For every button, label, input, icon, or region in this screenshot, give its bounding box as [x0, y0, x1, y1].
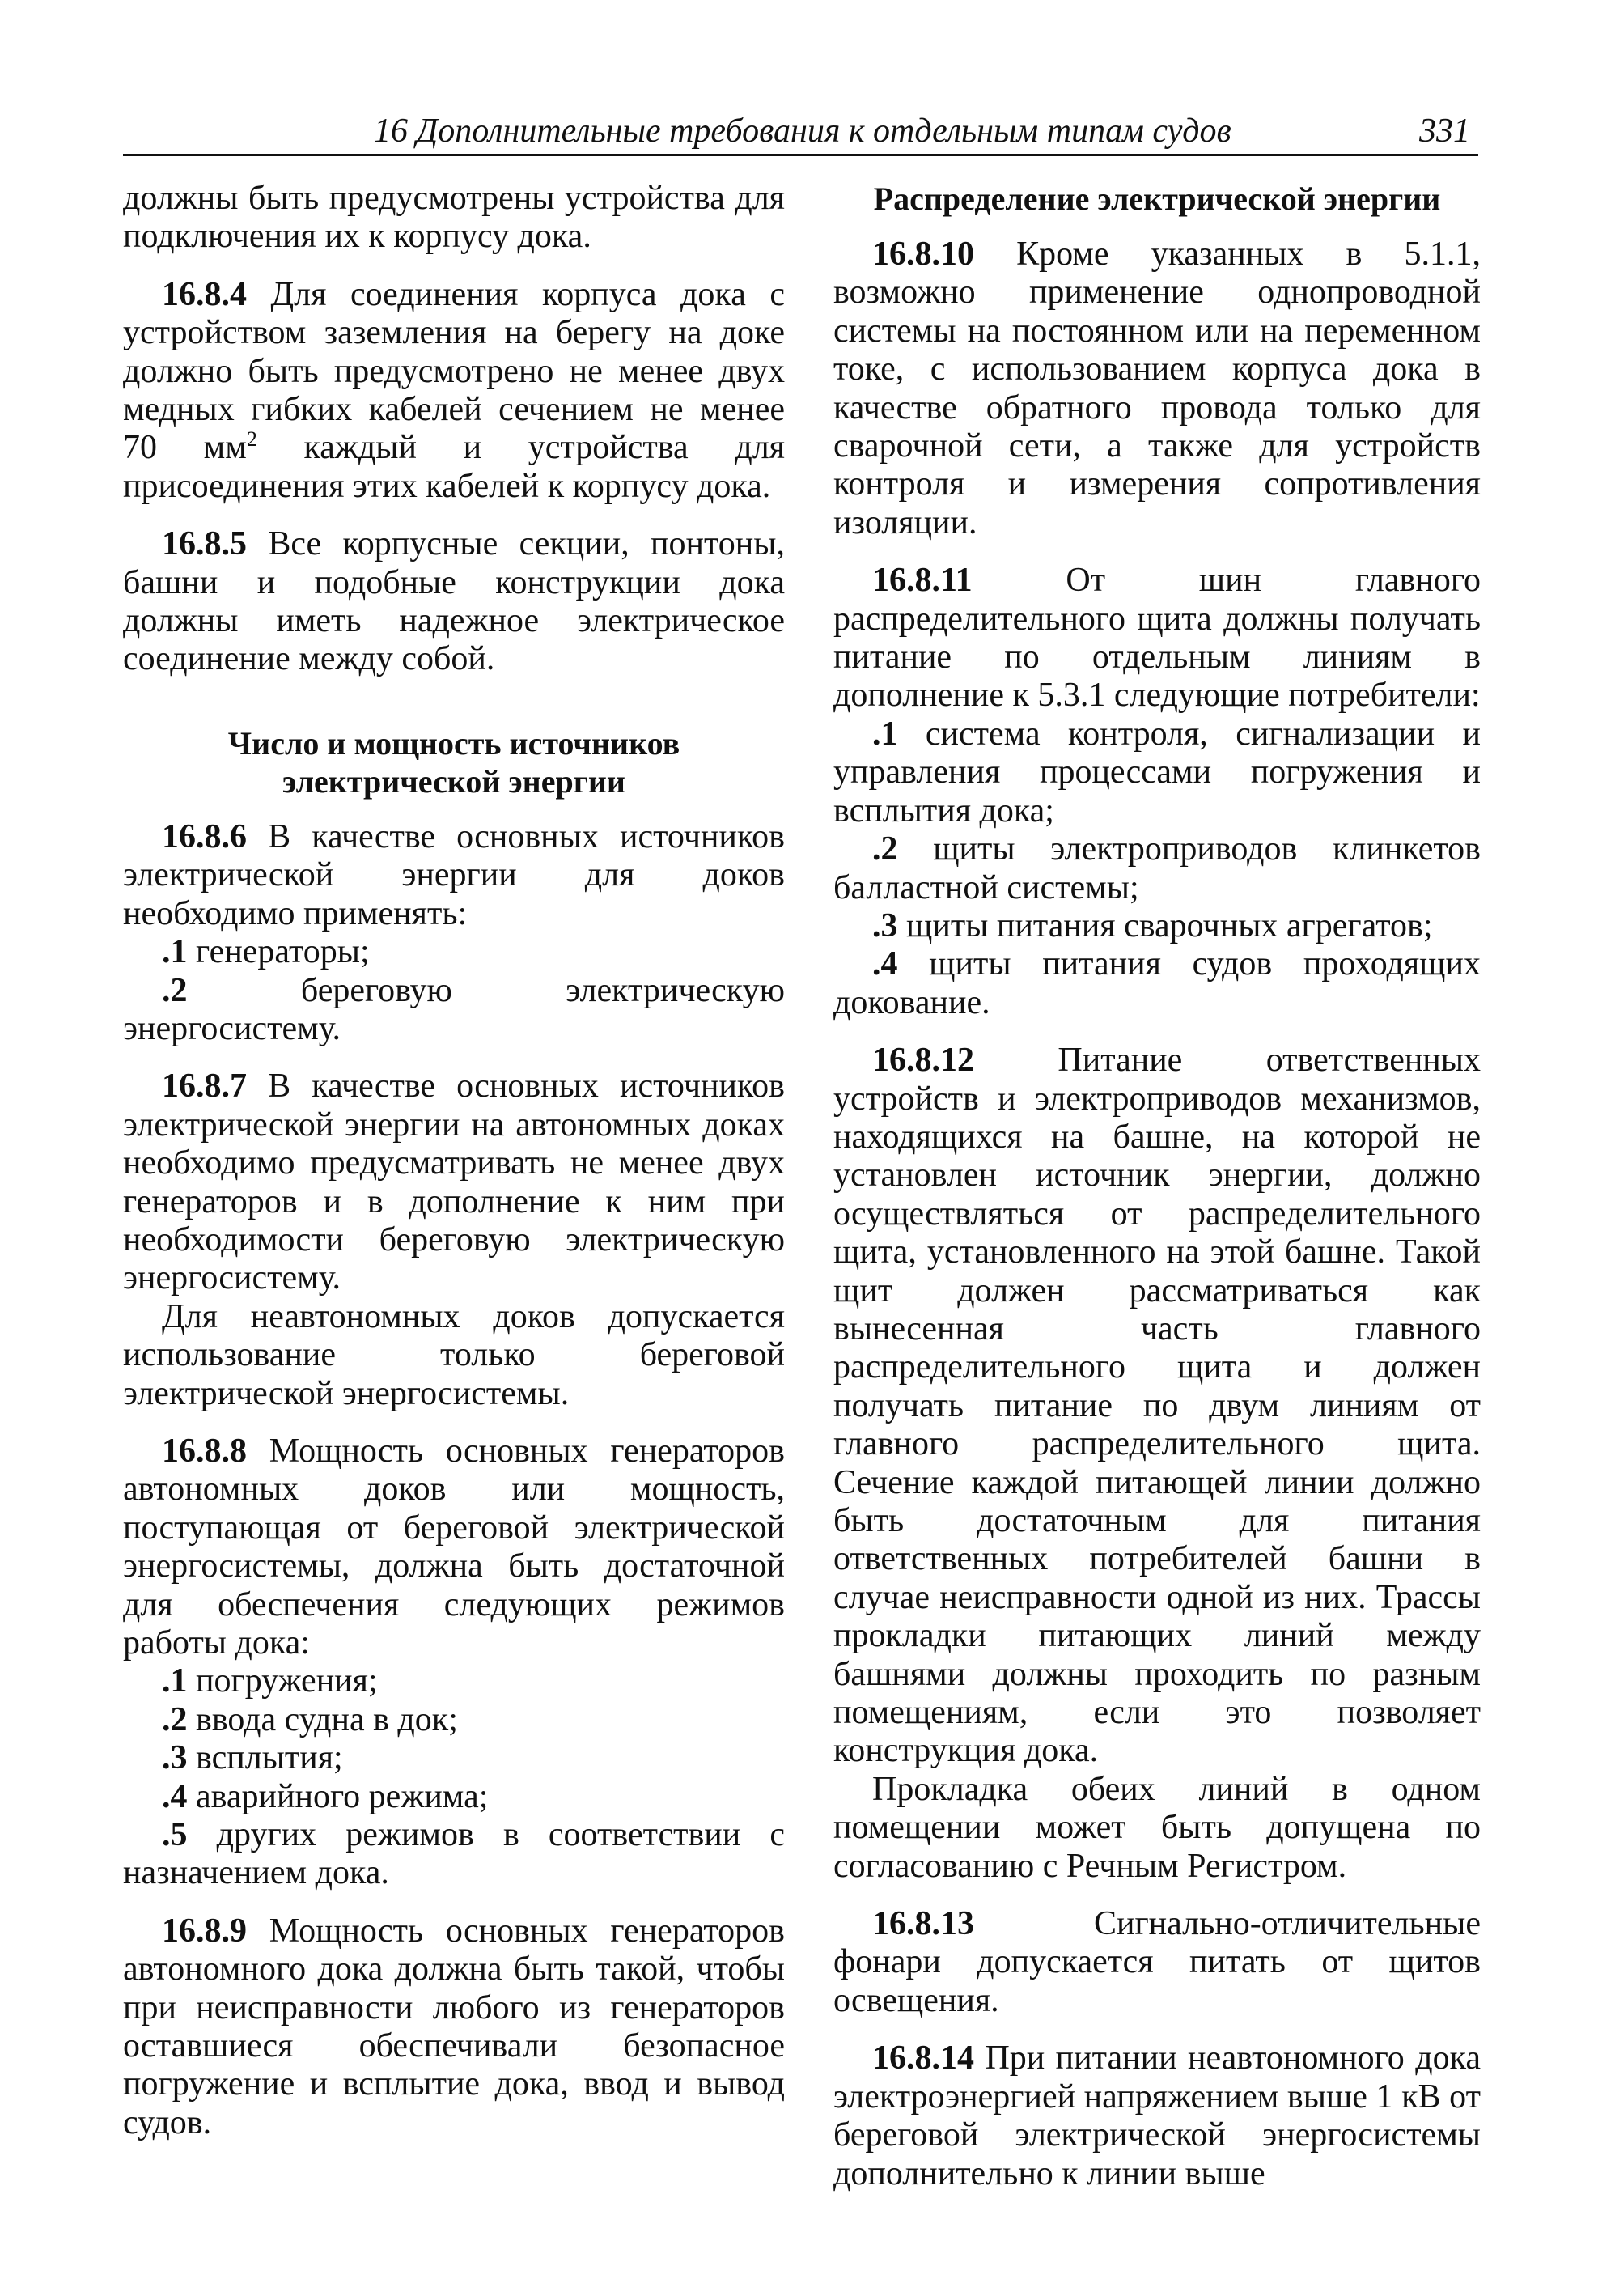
clause-text: В качестве основных источников электрической энергии для доков необходимо применять: — [123, 817, 786, 932]
item-number: .4 — [872, 945, 898, 983]
clause-text: Сигнально-отличительные фонари допускается питать от щитов освещения. — [833, 1905, 1481, 2019]
paragraph: Прокладка обеих линий в одном помещении может быть допущена по согласованию с Речным Регистром. — [833, 1770, 1481, 1885]
item-text: щиты электроприводов клинкетов балластной системы; — [833, 830, 1481, 906]
clause-16-8-11 — [833, 562, 1481, 715]
list-item — [123, 1816, 785, 1893]
right-column — [833, 180, 1481, 2213]
clause-number: 16.8.10 — [872, 236, 974, 273]
list-item — [833, 907, 1481, 945]
item-text: щиты питания сварочных агрегатов; — [906, 906, 1433, 944]
item-text: других режимов в соответствии с назначением дока. — [123, 1816, 786, 1892]
item-number: .5 — [162, 1816, 188, 1854]
item-text: щиты питания судов проходящих докование. — [833, 945, 1481, 1021]
clause-text: В качестве основных источников электрической энергии на автономных доках необходимо предусматривать не менее двух генераторов и в дополнение к ним при необходимости береговую электрическую энергосистему. — [123, 1067, 786, 1297]
clause-number: 16.8.9 — [162, 1912, 247, 1950]
item-number: .2 — [162, 971, 188, 1009]
paragraph: должны быть предусмотрены устройства для подключения их к корпусу дока. — [123, 180, 785, 256]
item-text: погружения; — [196, 1662, 378, 1700]
clause-number: 16.8.5 — [162, 525, 247, 563]
item-number: .3 — [872, 906, 898, 944]
clause-number: 16.8.13 — [872, 1905, 974, 1943]
clause-text: Мощность основных генераторов автономного дока должна быть такой, чтобы при неисправности любого из генераторов оставшиеся обеспечивали безопасное погружение и всплытие дока, ввод и вывод судов. — [123, 1912, 786, 2141]
clause-number: 16.8.11 — [872, 562, 973, 600]
clause-text: Кроме указанных в 5.1.1, возможно применение однопроводной системы на постоянном или на переменном токе, с использованием корпуса дока в качестве обратного провода только для сварочной сети, а также для устройств контроля и измерения сопротивления изоляции. — [833, 236, 1481, 541]
clause-16-8-6 — [123, 818, 785, 933]
list-item — [123, 1701, 785, 1739]
clause-number: 16.8.4 — [162, 275, 247, 313]
list-item — [123, 933, 785, 971]
clause-text-cont: каждый и устройства для присоединения этих кабелей к корпусу дока. — [123, 429, 785, 505]
clause-16-8-13 — [833, 1905, 1481, 2020]
clause-number: 16.8.7 — [162, 1067, 247, 1106]
superscript: 2 — [246, 427, 257, 452]
clause-16-8-8 — [123, 1432, 785, 1662]
clause-text: От шин главного распределительного щита должны получать питание по отдельным линиям в дополнение к 5.3.1 следующие потребители: — [833, 562, 1481, 715]
clause-number: 16.8.6 — [162, 817, 247, 855]
item-number: .2 — [872, 830, 898, 868]
item-number: .1 — [872, 715, 898, 753]
item-text: аварийного режима; — [196, 1777, 489, 1815]
clause-number: 16.8.14 — [872, 2039, 974, 2077]
clause-16-8-9 — [123, 1912, 785, 2142]
clause-text: Для соединения корпуса дока с устройством заземления на берегу на доке должно быть предусмотрено не менее двух медных гибких кабелей сечением не менее 70 мм — [123, 275, 786, 467]
chapter-title: 16 Дополнительные требования к отдельным типам судов — [374, 112, 1231, 150]
item-text: система контроля, сигнализации и управления процессами погружения и всплытия дока; — [833, 715, 1481, 830]
item-number: .4 — [162, 1777, 188, 1815]
running-header — [123, 104, 1478, 156]
page-number: 331 — [1419, 112, 1470, 150]
item-text: всплытия; — [196, 1739, 343, 1777]
clause-16-8-5 — [123, 525, 785, 679]
clause-number: 16.8.8 — [162, 1432, 247, 1470]
list-item — [123, 1739, 785, 1777]
list-item — [833, 945, 1481, 1022]
item-number: .1 — [162, 1662, 188, 1700]
list-item — [833, 715, 1481, 830]
clause-number: 16.8.12 — [872, 1042, 974, 1080]
item-number: .2 — [162, 1700, 188, 1738]
section-heading: Распределение электрической энергии — [873, 180, 1441, 217]
section-heading: Число и мощность источников электрической энергии — [227, 724, 680, 800]
paragraph: Для неавтономных доков допускается использование только береговой электрической энергосистемы. — [123, 1297, 785, 1412]
clause-16-8-14 — [833, 2039, 1481, 2193]
item-text: береговую электрическую энергосистему. — [123, 971, 785, 1047]
item-number: .1 — [162, 933, 188, 971]
item-number: .3 — [162, 1739, 188, 1777]
clause-text: Мощность основных генераторов автономных доков или мощность, поступающая от береговой электрической энергосистемы, должна быть достаточной для обеспечения следующих режимов работы дока: — [123, 1432, 786, 1662]
clause-text: При питании неавтономного дока электроэнергией напряжением выше 1 кВ от береговой электрической энергосистемы дополнительно к линии выше — [833, 2039, 1481, 2192]
list-item — [833, 830, 1481, 907]
clause-text: Все корпусные секции, понтоны, башни и подобные конструкции дока должны иметь надежное электрическое соединение между собой. — [123, 525, 785, 678]
left-column — [123, 180, 785, 2162]
clause-16-8-12 — [833, 1042, 1481, 1771]
list-item — [123, 1662, 785, 1700]
clause-16-8-7 — [123, 1067, 785, 1297]
list-item — [123, 1778, 785, 1816]
clause-16-8-4 — [123, 276, 785, 506]
clause-16-8-10 — [833, 236, 1481, 542]
list-item — [123, 972, 785, 1049]
clause-text: Питание ответственных устройств и электроприводов механизмов, находящихся на башне, на которой не установлен источник энергии, должно осуществляться от распределительного щита, установленного на этой башне. Такой щит должен рассматриваться как вынесенная часть главного распределительного щита и должен получать питание по двум линиям от главного распределительного щита. Сечение каждой питающей линии должно быть достаточным для питания ответственных потребителей башни в случае неисправности одной из них. Трассы прокладки питающих линий между башнями должны проходить по разным помещениям, если это позволяет конструкция дока. — [833, 1042, 1481, 1770]
item-text: ввода судна в док; — [196, 1700, 458, 1738]
item-text: генераторы; — [196, 933, 370, 971]
